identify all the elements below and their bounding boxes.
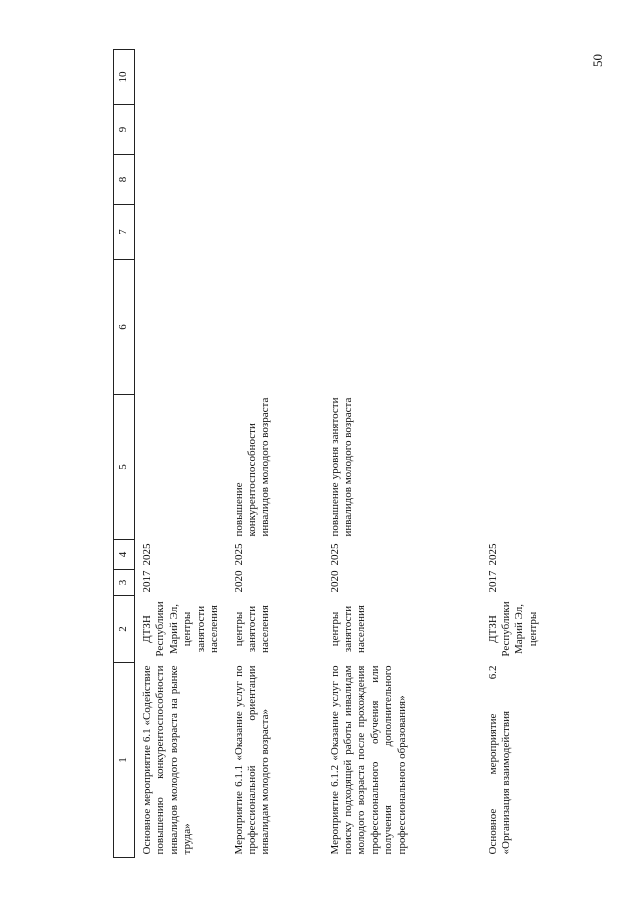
- empty-cell: [231, 155, 327, 205]
- empty-cell: [485, 105, 582, 155]
- result-cell: повышение конкурентоспособности инвалидов молодого возраста: [232, 397, 272, 537]
- header-col-2: 2: [114, 596, 135, 663]
- empty-cell: [231, 50, 327, 105]
- result-cell: повышение уровня занятости инвалидов молодого возраста: [328, 397, 354, 537]
- empty-cell: [327, 260, 485, 395]
- result-cell: [135, 395, 231, 540]
- header-row: [114, 50, 135, 858]
- end-year-cell: 2025: [486, 543, 499, 566]
- end-year-cell: 2025: [232, 543, 245, 566]
- table-row: [231, 50, 327, 858]
- table-row: [135, 50, 231, 858]
- page-number: 50: [590, 54, 605, 68]
- executor-cell: центры занятости населения: [232, 605, 272, 653]
- header-col-8: 8: [114, 155, 135, 205]
- header-col-6: 6: [114, 260, 135, 395]
- start-year-cell: 2017: [486, 570, 499, 593]
- rotated-table-frame: [113, 50, 581, 858]
- empty-cell: [135, 155, 231, 205]
- activity-cell: Основное мероприятие 6.2 «Организация взаимодействия: [486, 665, 512, 855]
- table-row: [327, 50, 485, 858]
- activity-cell: Основное мероприятие 6.1 «Содействие повышению конкурентоспособности инвалидов молодого возраста на рынке труда»: [141, 665, 194, 855]
- executor-cell: центры занятости населения: [328, 605, 368, 653]
- empty-cell: [485, 260, 582, 395]
- header-col-4: 4: [114, 540, 135, 570]
- activities-table: [113, 49, 581, 858]
- executor-cell: ДТЗН Республики Марий Эл, центры: [486, 601, 539, 657]
- executor-cell: ДТЗН Республики Марий Эл, центры занятости населения: [141, 601, 221, 657]
- empty-cell: [231, 205, 327, 260]
- activity-cell: Мероприятие 6.1.2 «Оказание услуг по поиску подходящей работы инвалидам молодого возраста после прохождения профессионального обучения или получения дополнительного профессионального образования»: [328, 665, 408, 855]
- header-col-9: 9: [114, 105, 135, 155]
- empty-cell: [485, 155, 582, 205]
- start-year-cell: 2020: [232, 570, 245, 593]
- activity-cell: Мероприятие 6.1.1 «Оказание услуг по профессиональной ориентации инвалидам молодого возраста»: [232, 665, 272, 855]
- empty-cell: [485, 50, 582, 105]
- header-col-3: 3: [114, 570, 135, 596]
- end-year-cell: 2025: [141, 543, 153, 566]
- start-year-cell: 2017: [141, 570, 153, 593]
- header-col-5: 5: [114, 395, 135, 540]
- end-year-cell: 2025: [328, 543, 341, 566]
- empty-cell: [135, 260, 231, 395]
- header-col-10: 10: [114, 50, 135, 105]
- empty-cell: [231, 260, 327, 395]
- header-col-7: 7: [114, 205, 135, 260]
- table-row: [485, 50, 582, 858]
- empty-cell: [327, 105, 485, 155]
- empty-cell: [485, 205, 582, 260]
- result-cell: [485, 395, 582, 540]
- empty-cell: [327, 155, 485, 205]
- empty-cell: [327, 50, 485, 105]
- start-year-cell: 2020: [328, 570, 341, 593]
- empty-cell: [327, 205, 485, 260]
- header-col-1: 1: [114, 663, 135, 858]
- empty-cell: [231, 105, 327, 155]
- empty-cell: [135, 205, 231, 260]
- empty-cell: [135, 50, 231, 105]
- empty-cell: [135, 105, 231, 155]
